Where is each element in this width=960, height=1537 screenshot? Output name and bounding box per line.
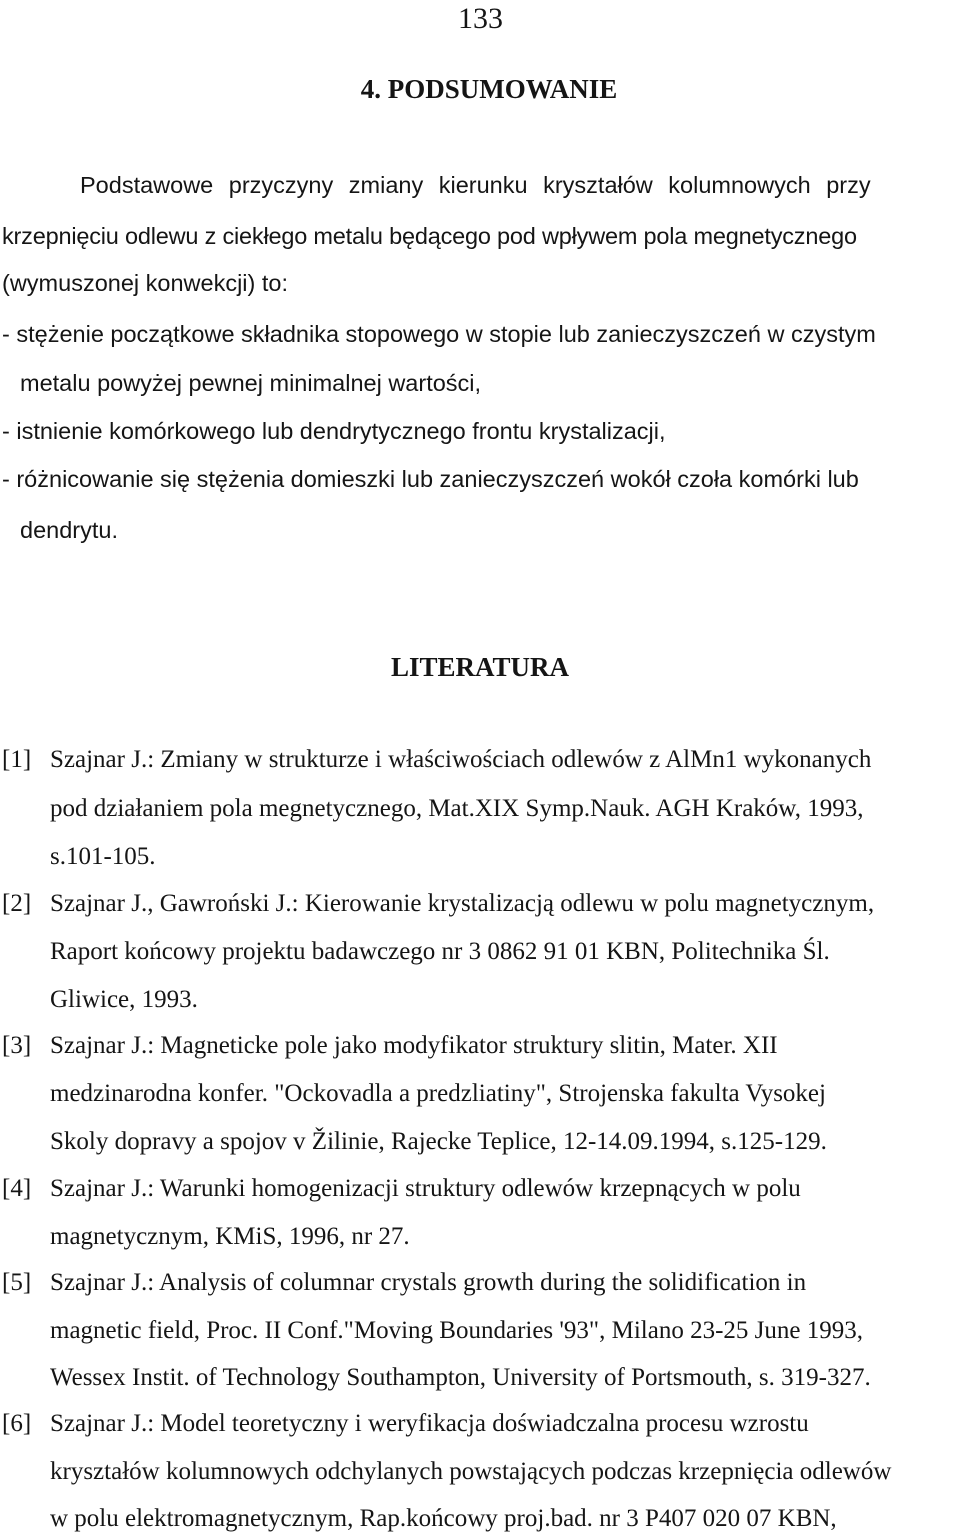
reference-line: Szajnar J.: Zmiany w strukturze i właściwościach odlewów z AlMn1 wykonanych xyxy=(50,746,872,773)
reference-line: magnetycznym, KMiS, 1996, nr 27. xyxy=(50,1223,410,1250)
reference-number: [5] xyxy=(2,1269,32,1296)
reference-number: [4] xyxy=(2,1175,32,1202)
reference-number: [1] xyxy=(2,746,32,773)
reference-line: Gliwice, 1993. xyxy=(50,986,198,1013)
reference-line: Skoly dopravy a spojov v Žilinie, Rajecke Teplice, 12-14.09.1994, s.125-129. xyxy=(50,1128,827,1155)
summary-bullet-line: - istnienie komórkowego lub dendrytycznego frontu krystalizacji, xyxy=(2,418,666,444)
reference-line: w polu elektromagnetycznym, Rap.końcowy proj.bad. nr 3 P407 020 07 KBN, xyxy=(50,1505,837,1532)
summary-intro-line: (wymuszonej konwekcji) to: xyxy=(2,270,289,296)
reference-line: Szajnar J.: Model teoretyczny i weryfikacja doświadczalna procesu wzrostu xyxy=(50,1410,809,1437)
reference-line: kryształów kolumnowych odchylanych powstających podczas krzepnięcia odlewów xyxy=(50,1458,892,1485)
reference-line: Raport końcowy projektu badawczego nr 3 0862 91 01 KBN, Politechnika Śl. xyxy=(50,938,830,965)
reference-line: medzinarodna konfer. "Ockovadla a predzliatiny", Strojenska fakulta Vysokej xyxy=(50,1080,826,1107)
reference-line: Szajnar J.: Warunki homogenizacji struktury odlewów krzepnących w polu xyxy=(50,1175,801,1202)
reference-line: Szajnar J.: Analysis of columnar crystals growth during the solidification in xyxy=(50,1269,807,1296)
reference-line: Szajnar J., Gawroński J.: Kierowanie krystalizacją odlewu w polu magnetycznym, xyxy=(50,890,875,917)
reference-line: Szajnar J.: Magneticke pole jako modyfikator struktury slitin, Mater. XII xyxy=(50,1032,778,1059)
reference-item xyxy=(2,1175,801,1203)
page-number: 133 xyxy=(458,2,503,35)
literature-heading: LITERATURA xyxy=(390,652,570,682)
section-heading: 4. PODSUMOWANIE xyxy=(360,74,618,104)
reference-number: [3] xyxy=(2,1032,32,1059)
reference-line: magnetic field, Proc. II Conf."Moving Boundaries '93", Milano 23-25 June 1993, xyxy=(50,1317,863,1344)
summary-bullet-line: metalu powyżej pewnej minimalnej wartości, xyxy=(20,370,482,396)
reference-item xyxy=(2,746,871,774)
reference-line: s.101-105. xyxy=(50,843,156,870)
reference-item xyxy=(2,890,874,918)
reference-number: [6] xyxy=(2,1410,32,1437)
summary-intro-line: krzepnięciu odlewu z ciekłego metalu będącego pod wpływem pola megnetycznego xyxy=(2,223,857,249)
reference-item xyxy=(2,1269,806,1297)
reference-item xyxy=(2,1410,809,1438)
reference-item xyxy=(2,1032,778,1060)
reference-line: pod działaniem pola megnetycznego, Mat.XIX Symp.Nauk. AGH Kraków, 1993, xyxy=(50,795,864,822)
summary-intro-line: Podstawowe przyczyny zmiany kierunku kryształów kolumnowych przy xyxy=(80,172,871,198)
summary-bullet-line: dendrytu. xyxy=(20,517,118,543)
summary-bullet-line: - stężenie początkowe składnika stopowego w stopie lub zanieczyszczeń w czystym xyxy=(2,321,876,347)
reference-line: Wessex Instit. of Technology Southampton, University of Portsmouth, s. 319-327. xyxy=(50,1364,871,1391)
summary-bullet-line: - różnicowanie się stężenia domieszki lub zanieczyszczeń wokół czoła komórki lub xyxy=(2,466,859,492)
reference-number: [2] xyxy=(2,890,32,917)
